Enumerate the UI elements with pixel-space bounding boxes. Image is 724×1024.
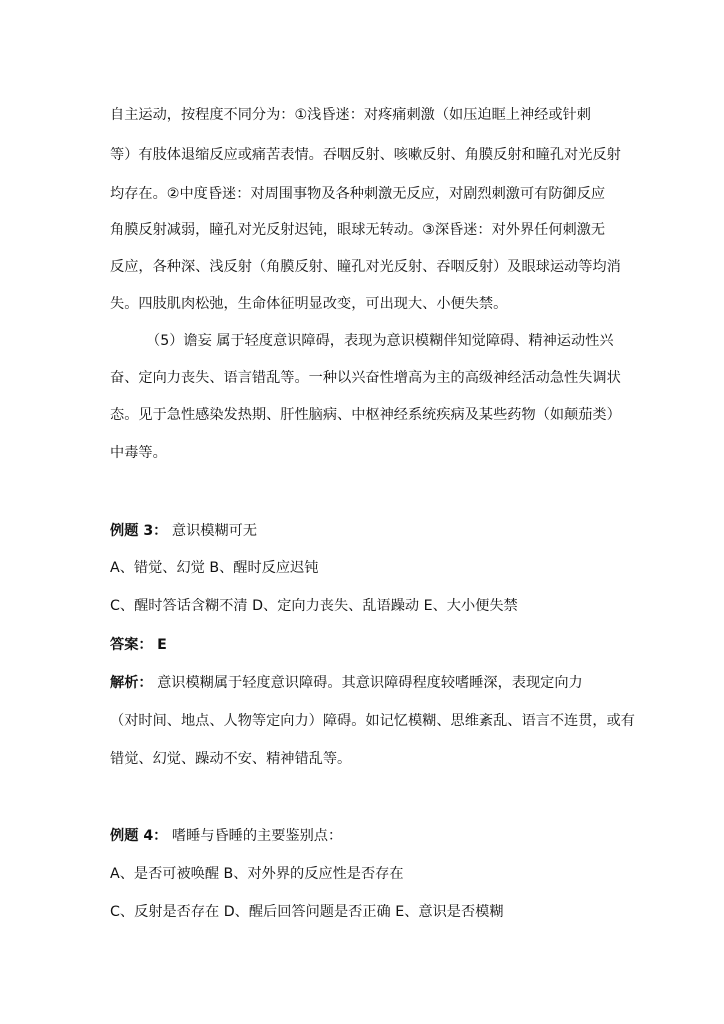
analysis-line: （对时间、地点、人物等定向力）障碍。如记忆模糊、思维紊乱、语言不连贯，或有	[110, 713, 635, 729]
paragraph-line: 态。见于急性感染发热期、肝性脑病、中枢神经系统疾病及某些药物（如颠茄类）	[110, 407, 621, 423]
paragraph-line: 中毒等。	[110, 445, 167, 461]
analysis-text: 意识模糊属于轻度意识障碍。其意识障碍程度较嗜睡深，表现定向力	[157, 675, 583, 691]
example4-options-2: C、反射是否存在 D、醒后回答问题是否正确 E、意识是否模糊	[110, 904, 504, 920]
example4-label: 例题 4：	[110, 828, 168, 844]
paragraph-line: 奋、定向力丧失、语言错乱等。一种以兴奋性增高为主的高级神经活动急性失调状	[110, 370, 621, 386]
example4-options-1: A、是否可被唤醒 B、对外界的反应性是否存在	[110, 866, 404, 882]
paragraph-line: 均存在。②中度昏迷：对周围事物及各种刺激无反应，对剧烈刺激可有防御反应	[110, 186, 606, 202]
answer-label: 答案：	[110, 637, 153, 653]
example4-question	[110, 826, 630, 846]
answer-value: E	[157, 637, 167, 653]
analysis-label: 解析：	[110, 675, 153, 691]
paragraph-line: 反应，各种深、浅反射（角膜反射、瞳孔对光反射、吞咽反射）及眼球运动等均消	[110, 259, 621, 275]
analysis-line: 错觉、幻觉、躁动不安、精神错乱等。	[110, 751, 352, 767]
example3-options-1: A、错觉、幻觉 B、醒时反应迟钝	[110, 560, 319, 576]
paragraph-line: 角膜反射减弱，瞳孔对光反射迟钝，眼球无转动。③深昏迷：对外界任何刺激无	[110, 222, 606, 238]
paragraph-line: 失。四肢肌肉松弛，生命体征明显改变，可出现大、小便失禁。	[110, 296, 508, 312]
example3-question-text: 意识模糊可无	[171, 523, 258, 539]
example3-options-2: C、醒时答话含糊不清 D、定向力丧失、乱语躁动 E、大小便失禁	[110, 598, 518, 614]
example4-question-text: 嗜睡与昏睡的主要鉴别点：	[171, 828, 343, 844]
paragraph-line: （5）谵妄 属于轻度意识障碍，表现为意识模糊伴知觉障碍、精神运动性兴	[146, 333, 614, 349]
example3-analysis	[110, 673, 630, 693]
paragraph-line: 自主运动，按程度不同分为：①浅昏迷：对疼痛刺激（如压迫眶上神经或针刺	[110, 107, 591, 123]
example3-label: 例题 3：	[110, 523, 168, 539]
example3-question	[110, 521, 630, 541]
example3-answer	[110, 635, 630, 655]
paragraph-line: 等）有肢体退缩反应或痛苦表情。吞咽反射、咳嗽反射、角膜反射和瞳孔对光反射	[110, 147, 621, 163]
